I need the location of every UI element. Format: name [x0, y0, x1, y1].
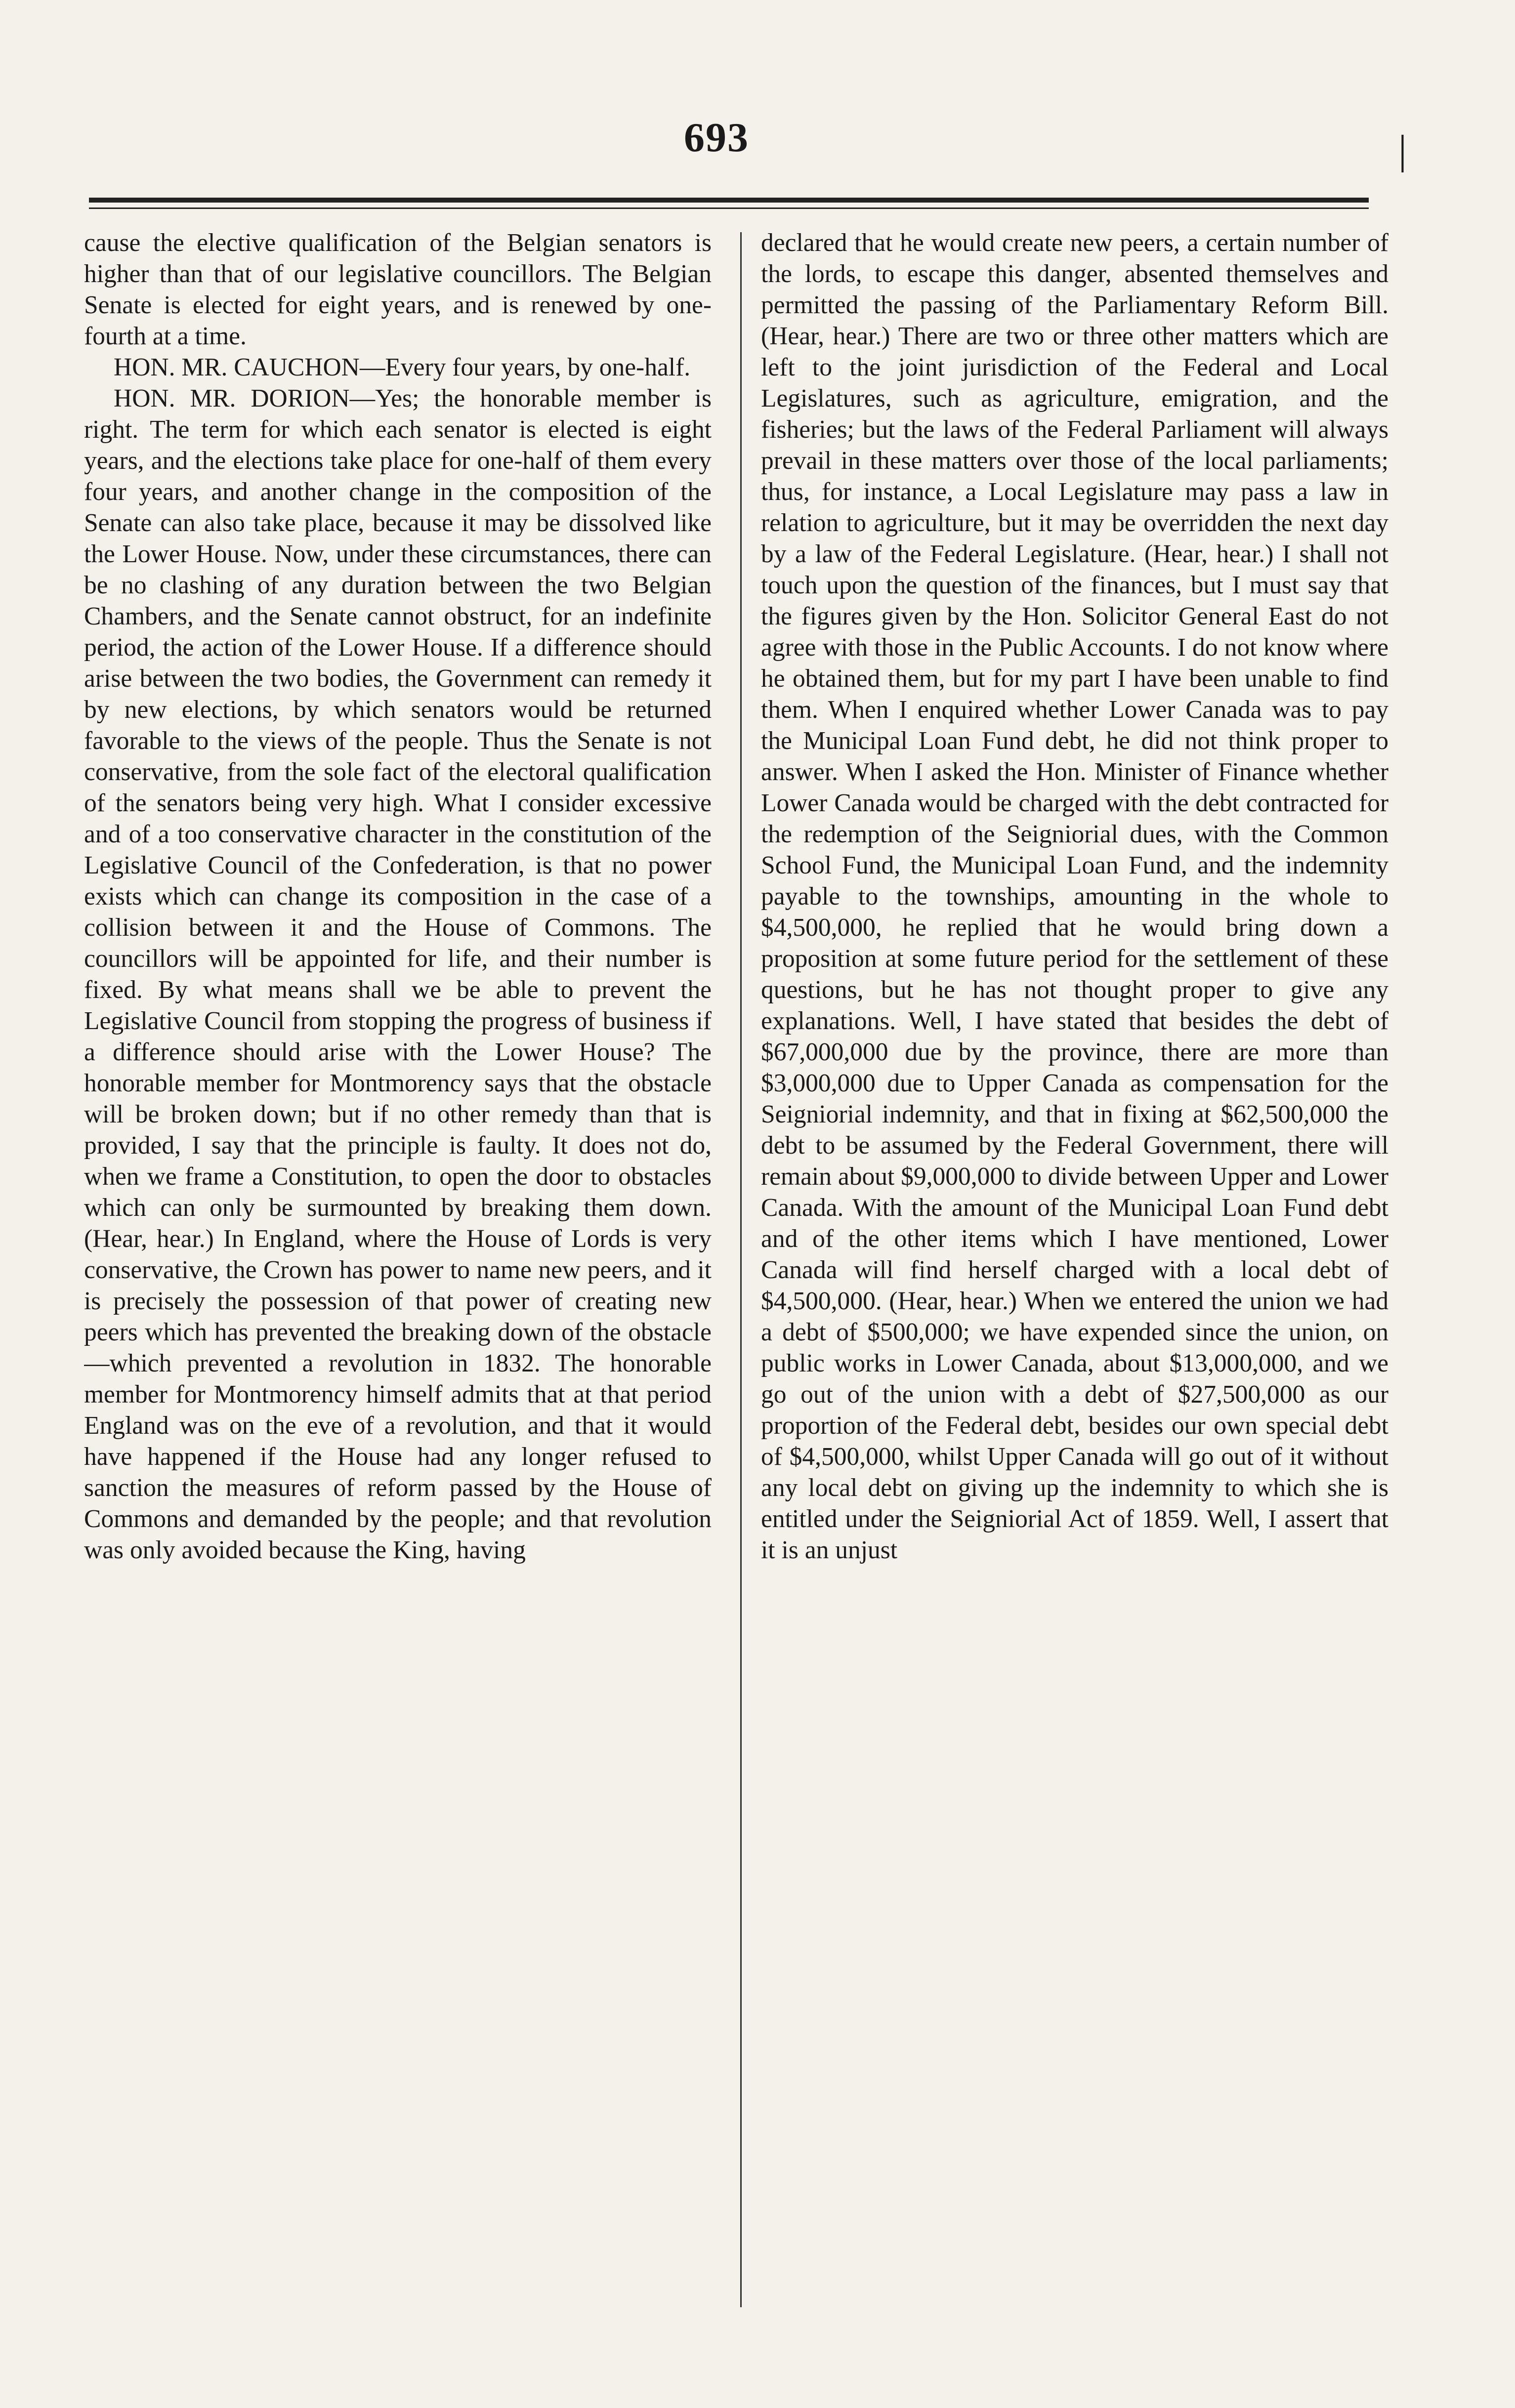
speech-cauchon: —Every four years, by one-half.: [359, 353, 691, 381]
left-column: [84, 227, 712, 2327]
margin-mark: |: [1398, 127, 1407, 173]
column-divider: [740, 232, 742, 2307]
speaker-dorion: HON. MR. DORION: [114, 384, 350, 413]
header-rule-thin: [89, 208, 1369, 209]
right-paragraph-1: declared that he would create new peers, a certain number of the lords, to escape this danger, absented themselves and permitted the passing of the Parliamentary Reform Bill. (Hear, hear.) There are two or three other matters which are left to the joint jurisdiction of the Federal and Local Legislatures, such as agriculture, emigration, and the fisheries; but the laws of the Federal Parliament will always prevail in these matters over those of the local parliaments; thus, for instance, a Local Legislature may pass a law in relation to agriculture, but it may be overridden the next day by a law of the Federal Legislature. (Hear, hear.) I shall not touch upon the question of the finances, but I must say that the figures given by the Hon. Solicitor General East do not agree with those in the Public Accounts. I do not know where he obtained them, but for my part I have been unable to find them. When I enquired whether Lower Canada was to pay the Municipal Loan Fund debt, he did not think proper to answer. When I asked the Hon. Minister of Finance whether Lower Canada would be charged with the debt contracted for the redemption of the Seigniorial dues, with the Common School Fund, the Municipal Loan Fund, and the indemnity payable to the townships, amounting in the whole to $4,500,000, he replied that he would bring down a proposition at some future period for the settlement of these questions, but he has not thought proper to give any explanations. Well, I have stated that besides the debt of $67,000,000 due by the province, there are more than $3,000,000 due to Upper Canada as compensation for the Seigniorial indemnity, and that in fixing at $62,500,000 the debt to be assumed by the Federal Government, there will remain about $9,000,000 to divide between Upper and Lower Canada. With the amount of the Municipal Loan Fund debt and of the other items which I have mentioned, Lower Canada will find herself charged with a local debt of $4,500,000. (Hear, hear.) When we entered the union we had a debt of $500,000; we have expended since the union, on public works in Lower Canada, about $13,000,000, and we go out of the union with a debt of $27,500,000 as our proportion of the Federal debt, besides our own special debt of $4,500,000, whilst Upper Canada will go out of it without any local debt on giving up the indemnity to which she is entitled under the Seigniorial Act of 1859. Well, I assert that it is an unjust: [761, 229, 1389, 1564]
page-number: 693: [684, 115, 749, 161]
speaker-cauchon: HON. MR. CAUCHON: [114, 353, 360, 381]
speech-dorion: —Yes; the honorable member is right. The term for which each senator is elected is eight years, and the elections take place for one-half of them every four years, and another change in the composition of the Senate can also take place, because it may be dissolved like the Lower House. Now, under these circumstances, there can be no clashing of any duration between the two Belgian Chambers, and the Senate cannot obstruct, for an indefinite period, the action of the Lower House. If a difference should arise between the two bodies, the Government can remedy it by new elections, by which senators would be returned favorable to the views of the people. Thus the Senate is not conservative, from the sole fact of the electoral qualification of the senators being very high. What I consider excessive and of a too conservative character in the constitution of the Legislative Council of the Confederation, is that no power exists which can change its composition in the case of a collision between it and the House of Commons. The councillors will be appointed for life, and their number is fixed. By what means shall we be able to prevent the Legislative Council from stopping the progress of business if a difference should arise with the Lower House? The honorable member for Montmorency says that the obstacle will be broken down; but if no other remedy than that is provided, I say that the principle is faulty. It does not do, when we frame a Constitution, to open the door to obstacles which can only be surmounted by breaking them down. (Hear, hear.) In England, where the House of Lords is very conservative, the Crown has power to name new peers, and it is precisely the possession of that power of creating new peers which has prevented the breaking down of the obstacle—which prevented a revolution in 1832. The honorable member for Montmorency himself admits that at that period England was on the eve of a revolution, and that it would have happened if the House had any longer refused to sanction the measures of reform passed by the House of Commons and demanded by the people; and that revolution was only avoided because the King, having: [84, 384, 712, 1564]
left-paragraph-1: cause the elective qualification of the Belgian senators is higher than that of our legislative councillors. The Belgian Senate is elected for eight years, and is renewed by one-fourth at a time.: [84, 229, 712, 350]
right-column: [761, 227, 1389, 2327]
left-paragraph-2: [84, 352, 712, 383]
header-rule-thick: [89, 198, 1369, 203]
left-paragraph-3: [84, 383, 712, 1566]
